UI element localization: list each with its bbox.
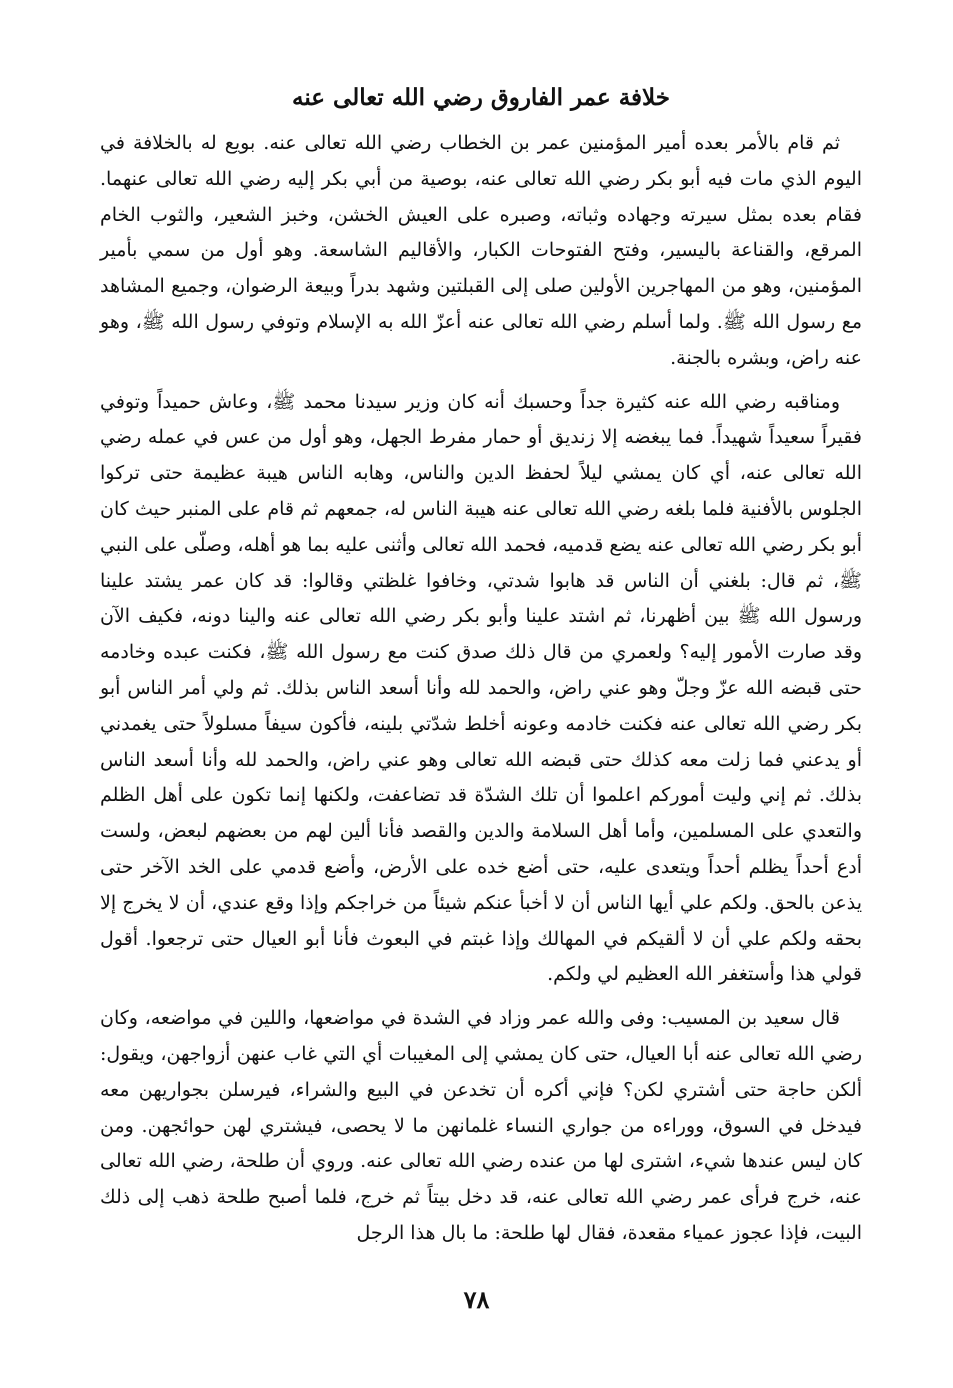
document-page bbox=[100, 78, 862, 1358]
paragraph-3: قال سعيد بن المسيب: وفى والله عمر وزاد في الشدة في مواضعها، واللين في مواضعه، وكان رضي الله تعالى عنه أبا العيال، حتى كان يمشي إلى المغيبات أي التي غاب عنهن أزواجهن، ويقول: ألكن حاجة حتى أشتري لكن؟ فإني أكره أن تخدعن في البيع والشراء، فيرسلن بجواريهن معه فيدخل في السوق، ووراءه من جواري النساء غلمانهن ما لا يحصى، فيشتري لهن حوائجهن. ومن كان ليس عندها شيء، اشترى لها من عنده رضي الله تعالى عنه. وروي أن طلحة، رضي الله تعالى عنه، خرج فرأى عمر رضي الله تعالى عنه، قد دخل بيتاً ثم خرج، فلما أصبح طلحة ذهب إلى ذلك البيت، فإذا عجوز عمياء مقعدة، فقال لها طلحة: ما بال هذا الرجل bbox=[100, 1007, 862, 1244]
page-number: ٧٨ bbox=[463, 1285, 490, 1314]
page-title: خلافة عمر الفاروق رضي الله تعالى عنه bbox=[292, 84, 670, 111]
paragraph-1: ثم قام بالأمر بعده أمير المؤمنين عمر بن الخطاب رضي الله تعالى عنه. بويع له بالخلافة في اليوم الذي مات فيه أبو بكر رضي الله تعالى عنه، بوصية من أبي بكر إليه رضي الله تعالى عنهما. فقام بعده بمثل سيرته وجهاده وثباته، وصبره على العيش الخشن، وخبز الشعير، والثوب الخام المرقع، والقناعة باليسير، وفتح الفتوحات الكبار، والأقاليم الشاسعة. وهو أول من سمي بأمير المؤمنين، وهو من المهاجرين الأولين صلى إلى القبلتين وشهد بدراً وبيعة الرضوان، وجميع المشاهد مع رسول الله ﷺ. ولما أسلم رضي الله تعالى عنه أعزّ الله به الإسلام وتوفي رسول الله ﷺ، وهو عنه راض، وبشره بالجنة. bbox=[100, 132, 862, 369]
paragraph-2: ومناقبه رضي الله عنه كثيرة جداً وحسبك أنه كان وزير سيدنا محمد ﷺ، وعاش حميداً وتوفي فقيراً سعيداً شهيداً. فما يبغضه إلا زنديق أو حمار مفرط الجهل، وهو أول من عس في عمله رضي الله تعالى عنه، أي كان يمشي ليلاً لحفظ الدين والناس، وهابه الناس هيبة عظيمة حتى تركوا الجلوس بالأفنية فلما بلغه رضي الله تعالى عنه هيبة الناس له، جمعهم ثم قام على المنبر حيث كان أبو بكر رضي الله تعالى عنه يضع قدميه، فحمد الله تعالى وأثنى عليه بما هو أهله، وصلّى على النبي ﷺ، ثم قال: بلغني أن الناس قد هابوا شدتي، وخافوا غلظتي وقالوا: قد كان عمر يشتد علينا ورسول الله ﷺ بين أظهرنا، ثم اشتد علينا وأبو بكر رضي الله تعالى عنه والينا دونه، فكيف الآن وقد صارت الأمور إليه؟ ولعمري من قال ذلك صدق كنت مع رسول الله ﷺ، فكنت عبده وخادمه حتى قبضه الله عزّ وجلّ وهو عني راض، والحمد لله وأنا أسعد الناس بذلك. ثم ولي أمر الناس أبو بكر رضي الله تعالى عنه فكنت خادمه وعونه أخلط شدّتي بلينه، فأكون سيفاً مسلولاً حتى يغمدني أو يدعني فما زلت معه كذلك حتى قبضه الله تعالى وهو عني راض، والحمد لله وأنا أسعد الناس بذلك. ثم إني وليت أموركم اعلموا أن تلك الشدّة قد تضاعفت، ولكنها إنما تكون على أهل الظلم والتعدي على المسلمين، وأما أهل السلامة والدين والقصد فأنا ألين لهم من بعضهم لبعض، ولست أدع أحداً يظلم أحداً ويتعدى عليه، حتى أضع خده على الأرض، وأضع قدمي على الخد الآخر حتى يذعن بالحق. ولكم علي أيها الناس أن لا أخبأ عنكم شيئاً من خراجكم وإذا وقع عندي، أن لا يخرج إلا بحقه ولكم علي أن لا ألقيكم في المهالك وإذا غبتم في البعوث فأنا أبو العيال حتى ترجعوا. أقول قولي هذا وأستغفر الله العظيم لي ولكم. bbox=[100, 390, 862, 986]
